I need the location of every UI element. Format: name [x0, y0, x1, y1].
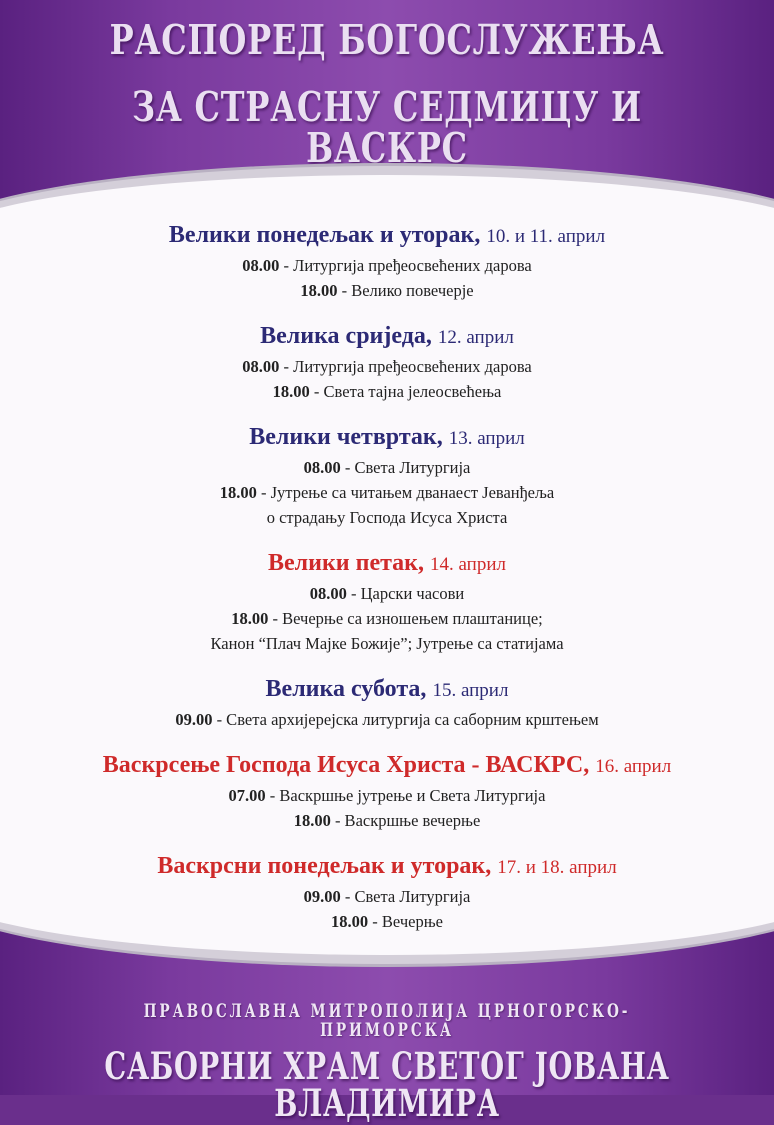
service-text: - Света тајна јелеосвећења — [309, 382, 502, 401]
section-date: 10. и 11. април — [486, 226, 606, 247]
section-heading — [0, 749, 774, 783]
service-time: 08.00 — [303, 458, 341, 477]
service-time: 08.00 — [242, 357, 280, 376]
section-date: 12. април — [437, 327, 514, 348]
service-text: - Света Литургија — [340, 458, 471, 477]
service-line — [0, 379, 774, 404]
footer-cathedral-name: САБОРНИ ХРАМ СВЕТОГ ЈОВАНА ВЛАДИМИРА — [104, 1044, 670, 1125]
service-line — [0, 884, 774, 909]
page-title-line2: ЗА СТРАСНУ СЕДМИЦУ И ВАСКРС — [131, 83, 643, 172]
service-line — [0, 480, 774, 505]
service-text: - Велико повечерје — [337, 281, 474, 300]
service-time: 07.00 — [228, 786, 266, 805]
service-text: Канон “Плач Мајке Божије”; Јутрење са статијама — [210, 634, 564, 653]
service-text: - Васкршње јутрење и Света Литургија — [265, 786, 546, 805]
schedule-section-saturday — [0, 673, 774, 732]
service-line — [0, 707, 774, 732]
service-line — [0, 783, 774, 808]
service-time: 08.00 — [309, 584, 347, 603]
service-text: - Света Литургија — [340, 887, 471, 906]
page-title-line1: РАСПОРЕД БОГОСЛУЖЕЊА — [109, 16, 665, 64]
service-time: 18.00 — [300, 281, 338, 300]
service-text: - Света архијерејска литургија са саборним крштењем — [212, 710, 599, 729]
service-line — [0, 253, 774, 278]
service-text: - Јутрење са читањем дванаест Јеванђеља — [256, 483, 555, 502]
service-time: 09.00 — [175, 710, 213, 729]
service-line — [0, 581, 774, 606]
service-line-continued — [0, 505, 774, 530]
schedule-section-monday-tuesday — [0, 219, 774, 303]
service-line — [0, 354, 774, 379]
schedule-section-friday — [0, 547, 774, 656]
service-time: 18.00 — [331, 912, 369, 931]
service-time: 18.00 — [219, 483, 257, 502]
section-heading-label: Велика сриједа, — [260, 323, 432, 349]
section-date: 17. и 18. април — [497, 857, 617, 878]
service-time: 18.00 — [231, 609, 269, 628]
service-text: - Царски часови — [346, 584, 465, 603]
header — [0, 0, 774, 200]
service-text: - Васкршње вечерње — [330, 811, 481, 830]
section-heading — [0, 219, 774, 253]
service-line — [0, 606, 774, 631]
section-heading — [0, 547, 774, 581]
schedule-section-easter-monday-tuesday — [0, 850, 774, 934]
service-text: - Литургија пређеосвећених дарова — [279, 256, 532, 275]
service-time: 18.00 — [272, 382, 310, 401]
section-heading-label: Велики понедељак и уторак, — [168, 222, 481, 248]
section-heading — [0, 421, 774, 455]
section-heading-label: Васкрсни понедељак и уторак, — [157, 853, 492, 879]
service-time: 08.00 — [242, 256, 280, 275]
schedule-content — [0, 219, 774, 951]
schedule-section-wednesday — [0, 320, 774, 404]
service-time: 09.00 — [303, 887, 341, 906]
service-text: - Литургија пређеосвећених дарова — [279, 357, 532, 376]
service-line — [0, 455, 774, 480]
service-line — [0, 808, 774, 833]
service-line — [0, 909, 774, 934]
section-date: 16. април — [595, 756, 672, 777]
section-heading-label: Васкрсење Господа Исуса Христа - ВАСКРС, — [102, 752, 590, 778]
service-line — [0, 278, 774, 303]
service-text: - Вечерње са изношењем плаштанице; — [268, 609, 543, 628]
section-date: 13. април — [448, 428, 525, 449]
service-line-continued — [0, 631, 774, 656]
section-date: 14. април — [430, 554, 506, 575]
schedule-section-thursday — [0, 421, 774, 530]
section-heading-label: Велики петак, — [268, 550, 424, 576]
section-heading — [0, 673, 774, 707]
footer — [0, 990, 774, 1125]
service-text: - Вечерње — [368, 912, 443, 931]
service-time: 18.00 — [293, 811, 331, 830]
section-heading — [0, 320, 774, 354]
service-text: о страдању Господа Исуса Христа — [266, 508, 508, 527]
section-heading-label: Велики четвртак, — [249, 424, 443, 450]
section-date: 15. април — [432, 680, 509, 701]
section-heading-label: Велика субота, — [265, 676, 427, 702]
section-heading — [0, 850, 774, 884]
schedule-section-easter — [0, 749, 774, 833]
footer-metropolitanate: ПРАВОСЛАВНА МИТРОПОЛИЈА ЦРНОГОРСКО-ПРИМОРСКА — [143, 1000, 631, 1041]
